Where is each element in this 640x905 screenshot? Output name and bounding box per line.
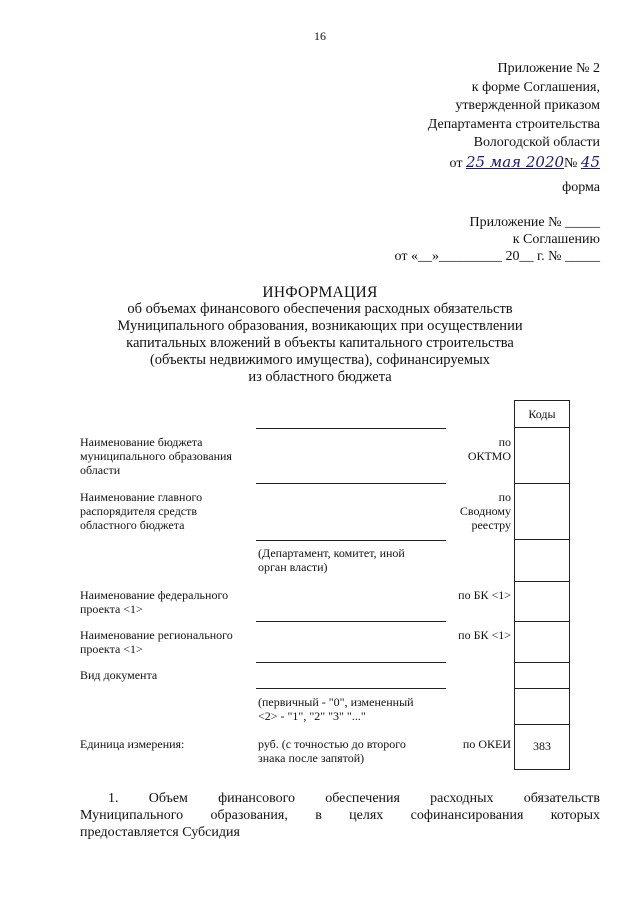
note-doc-type (258, 695, 414, 723)
title-heading: ИНФОРМАЦИЯ (262, 284, 378, 301)
agreement-appendix-line-2: к Соглашению (512, 232, 600, 247)
handwritten-number: 45 (580, 152, 600, 171)
code-cell-oktmo (514, 427, 570, 484)
code-cell-bk-regional (514, 621, 570, 663)
code-label-bk-regional: по БК <1> (458, 628, 511, 642)
paragraph-word: расходных (430, 791, 494, 806)
date-prefix: от (449, 155, 463, 171)
code-label-oktmo-l2: ОКТМО (467, 449, 511, 463)
code-label-okei: по ОКЕИ (462, 737, 511, 751)
title-line-3: капитальных вложений в объекты капитального строительства (126, 335, 514, 351)
fill-line-doc-type (256, 688, 446, 689)
code-cell-doc-type (514, 662, 570, 689)
code-cell-bk-federal (514, 581, 570, 622)
code-label-registry-l3: реестру (471, 518, 511, 532)
page-number: 16 (314, 29, 326, 43)
unit-value-l2: знака после запятой) (258, 751, 365, 765)
handwritten-date: 25 мая 2020 (465, 152, 565, 171)
label-federal-project (80, 588, 228, 616)
note-doc-type-l1: (первичный - "0", измененный (258, 695, 414, 709)
fill-line-chief-admin (256, 540, 446, 541)
appendix-line-3: утвержденной приказом (455, 98, 600, 114)
appendix-line-1: Приложение № 2 (497, 61, 600, 76)
fill-line-regional (256, 662, 446, 663)
code-label-registry-l2: Сводному (459, 504, 511, 518)
codes-header-label: Коды (528, 406, 556, 421)
number-prefix: № (564, 155, 578, 171)
code-label-oktmo-l1: по (498, 435, 511, 449)
paragraph-word: образования, (210, 808, 288, 823)
note-doc-type-l2: <2> - "1", "2" "3" "..." (258, 709, 366, 723)
appendix-line-5: Вологодской области (473, 135, 600, 151)
label-federal-project-l1: Наименование федерального (80, 588, 229, 602)
appendix-line-2: к форме Соглашения, (471, 79, 600, 95)
paragraph-word: в (315, 808, 322, 823)
note-department-l1: (Департамент, комитет, иной (258, 546, 405, 560)
paragraph-word: Объем (148, 791, 188, 806)
code-label-registry-l1: по (498, 490, 511, 504)
paragraph-word: которых (550, 808, 600, 823)
code-label-registry (460, 490, 511, 532)
title-line-1: об объемах финансового обеспечения расходных обязательств (127, 301, 513, 317)
title-line-4: (объекты недвижимого имущества), софинансируемых (149, 352, 491, 368)
paragraph-word: обязательств (523, 791, 600, 806)
code-cell-blank-2 (514, 688, 570, 725)
document-title (0, 284, 640, 386)
codes-header (514, 400, 570, 428)
label-chief-admin (80, 490, 202, 532)
paragraph-line-2 (80, 807, 600, 824)
label-chief-admin-l1: Наименование главного (80, 490, 203, 504)
unit-value-l1: руб. (с точностью до второго (258, 737, 406, 751)
paragraph-word: Муниципального (80, 808, 184, 823)
paragraph-word: целях (349, 808, 384, 823)
title-line-5: из областного бюджета (248, 369, 392, 385)
label-unit: Единица измерения: (80, 737, 185, 751)
code-label-bk-federal: по БК <1> (458, 588, 511, 602)
note-department (258, 546, 405, 574)
label-federal-project-l2: проекта <1> (80, 602, 143, 616)
label-budget-name-l1: Наименование бюджета (80, 435, 203, 449)
label-budget-name (80, 435, 232, 477)
label-regional-project-l2: проекта <1> (80, 642, 143, 656)
label-budget-name-l3: области (80, 463, 121, 477)
agreement-appendix-line-3: от «__»_________ 20__ г. № _____ (394, 249, 600, 264)
agreement-appendix (395, 214, 600, 265)
title-line-2: Муниципального образования, возникающих при осуществлении (117, 318, 523, 334)
unit-value (258, 737, 406, 765)
paragraph-line-3: предоставляется Субсидия (80, 825, 240, 840)
code-cell-okei (514, 724, 570, 770)
note-department-l2: орган власти) (258, 560, 328, 574)
code-cell-blank-1 (514, 539, 570, 582)
paragraph-line-1 (80, 790, 600, 807)
label-regional-project (80, 628, 233, 656)
paragraph-word: софинансирования (410, 808, 524, 823)
label-budget-name-l2: муниципального образования (80, 449, 232, 463)
appendix-line-4: Департамента строительства (427, 116, 600, 132)
agreement-appendix-line-1: Приложение № _____ (469, 215, 600, 230)
form-label: форма (562, 180, 600, 195)
label-chief-admin-l2: распорядителя средств (80, 504, 198, 518)
label-chief-admin-l3: областного бюджета (80, 518, 185, 532)
appendix-date-line (428, 153, 600, 174)
label-doc-type: Вид документа (80, 668, 158, 682)
code-cell-registry (514, 483, 570, 540)
label-regional-project-l1: Наименование регионального (80, 628, 233, 642)
appendix-header (428, 60, 600, 174)
paragraph-word: обеспечения (325, 791, 400, 806)
okei-code-value: 383 (533, 739, 551, 753)
paragraph-word: 1. (108, 791, 119, 806)
paragraph-word: финансового (218, 791, 295, 806)
fill-line-top (256, 428, 446, 429)
fill-line-federal (256, 621, 446, 622)
code-label-oktmo (468, 435, 511, 463)
section-1-paragraph (80, 790, 600, 841)
fill-line-budget (256, 483, 446, 484)
